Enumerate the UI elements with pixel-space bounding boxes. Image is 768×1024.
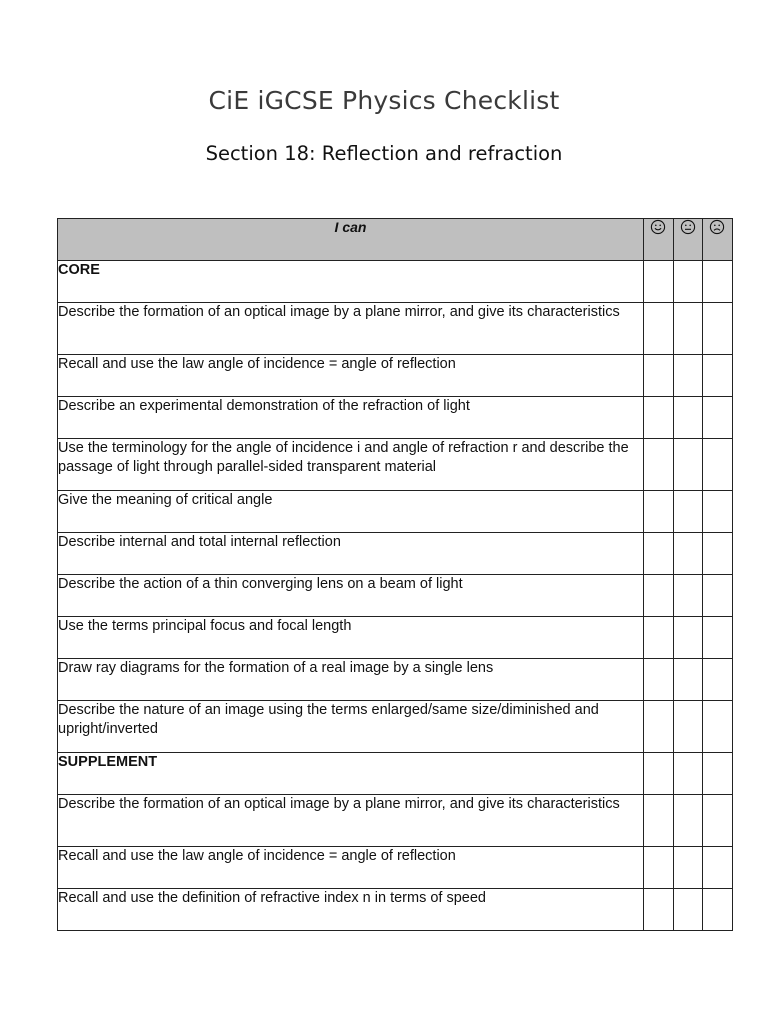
happy-checkbox[interactable] [644, 847, 674, 889]
table-row [58, 439, 733, 491]
header-i-can: I can [58, 219, 644, 261]
happy-checkbox[interactable] [644, 491, 674, 533]
happy-checkbox[interactable] [644, 533, 674, 575]
checklist-item-text: Describe the nature of an image using the terms enlarged/same size/diminished and upright/inverted [58, 701, 644, 753]
table-row [58, 303, 733, 355]
section-subtitle: Section 18: Reflection and refraction [205, 142, 563, 165]
checklist-item-text: Describe the action of a thin converging lens on a beam of light [58, 575, 644, 617]
table-row [58, 659, 733, 701]
table-row [58, 397, 733, 439]
sad-checkbox[interactable] [703, 491, 733, 533]
table-row [58, 575, 733, 617]
neutral-checkbox[interactable] [673, 355, 703, 397]
neutral-checkbox[interactable] [673, 439, 703, 491]
sad-checkbox[interactable] [703, 701, 733, 753]
sad-checkbox[interactable] [703, 575, 733, 617]
happy-checkbox[interactable] [644, 261, 674, 303]
neutral-checkbox[interactable] [673, 303, 703, 355]
neutral-face-icon [673, 219, 703, 261]
checklist-item-text: Recall and use the definition of refractive index n in terms of speed [58, 889, 644, 931]
neutral-checkbox[interactable] [673, 701, 703, 753]
neutral-checkbox[interactable] [673, 575, 703, 617]
happy-checkbox[interactable] [644, 617, 674, 659]
checklist-item-text: Describe an experimental demonstration of the refraction of light [58, 397, 644, 439]
sad-checkbox[interactable] [703, 617, 733, 659]
happy-checkbox[interactable] [644, 659, 674, 701]
sad-checkbox[interactable] [703, 303, 733, 355]
sad-checkbox[interactable] [703, 889, 733, 931]
neutral-checkbox[interactable] [673, 617, 703, 659]
sad-checkbox[interactable] [703, 533, 733, 575]
sad-checkbox[interactable] [703, 261, 733, 303]
section-label: CORE [58, 261, 644, 303]
neutral-checkbox[interactable] [673, 533, 703, 575]
neutral-checkbox[interactable] [673, 659, 703, 701]
smiling-face-icon [644, 219, 674, 261]
checklist-item-text: Draw ray diagrams for the formation of a real image by a single lens [58, 659, 644, 701]
sad-checkbox[interactable] [703, 397, 733, 439]
neutral-checkbox[interactable] [673, 397, 703, 439]
section-row-core [58, 261, 733, 303]
section-row-supplement [58, 753, 733, 795]
happy-checkbox[interactable] [644, 439, 674, 491]
neutral-checkbox[interactable] [673, 491, 703, 533]
sad-checkbox[interactable] [703, 795, 733, 847]
happy-checkbox[interactable] [644, 753, 674, 795]
table-row [58, 847, 733, 889]
table-header-row [58, 219, 733, 261]
happy-checkbox[interactable] [644, 397, 674, 439]
neutral-checkbox[interactable] [673, 847, 703, 889]
sad-checkbox[interactable] [703, 355, 733, 397]
table-row [58, 701, 733, 753]
happy-checkbox[interactable] [644, 701, 674, 753]
table-row [58, 795, 733, 847]
checklist-item-text: Describe the formation of an optical image by a plane mirror, and give its characteristics [58, 303, 644, 355]
happy-checkbox[interactable] [644, 575, 674, 617]
checklist-item-text: Give the meaning of critical angle [58, 491, 644, 533]
checklist-item-text: Use the terminology for the angle of incidence i and angle of refraction r and describe the passage of light through parallel-sided transparent material [58, 439, 644, 491]
table-row [58, 617, 733, 659]
neutral-checkbox[interactable] [673, 889, 703, 931]
sad-checkbox[interactable] [703, 753, 733, 795]
checklist-item-text: Describe internal and total internal reflection [58, 533, 644, 575]
checklist-item-text: Use the terms principal focus and focal length [58, 617, 644, 659]
happy-checkbox[interactable] [644, 355, 674, 397]
sad-checkbox[interactable] [703, 439, 733, 491]
checklist-table [57, 218, 733, 931]
happy-checkbox[interactable] [644, 303, 674, 355]
checklist-item-text: Recall and use the law angle of incidence = angle of reflection [58, 355, 644, 397]
checklist-item-text: Recall and use the law angle of incidence = angle of reflection [58, 847, 644, 889]
checklist-item-text: Describe the formation of an optical image by a plane mirror, and give its characteristics [58, 795, 644, 847]
happy-checkbox[interactable] [644, 795, 674, 847]
document-title: CiE iGCSE Physics Checklist [208, 86, 560, 115]
table-row [58, 533, 733, 575]
table-row [58, 889, 733, 931]
table-row [58, 355, 733, 397]
frowning-face-icon [703, 219, 733, 261]
happy-checkbox[interactable] [644, 889, 674, 931]
sad-checkbox[interactable] [703, 847, 733, 889]
section-label: SUPPLEMENT [58, 753, 644, 795]
neutral-checkbox[interactable] [673, 753, 703, 795]
table-row [58, 491, 733, 533]
sad-checkbox[interactable] [703, 659, 733, 701]
neutral-checkbox[interactable] [673, 261, 703, 303]
neutral-checkbox[interactable] [673, 795, 703, 847]
